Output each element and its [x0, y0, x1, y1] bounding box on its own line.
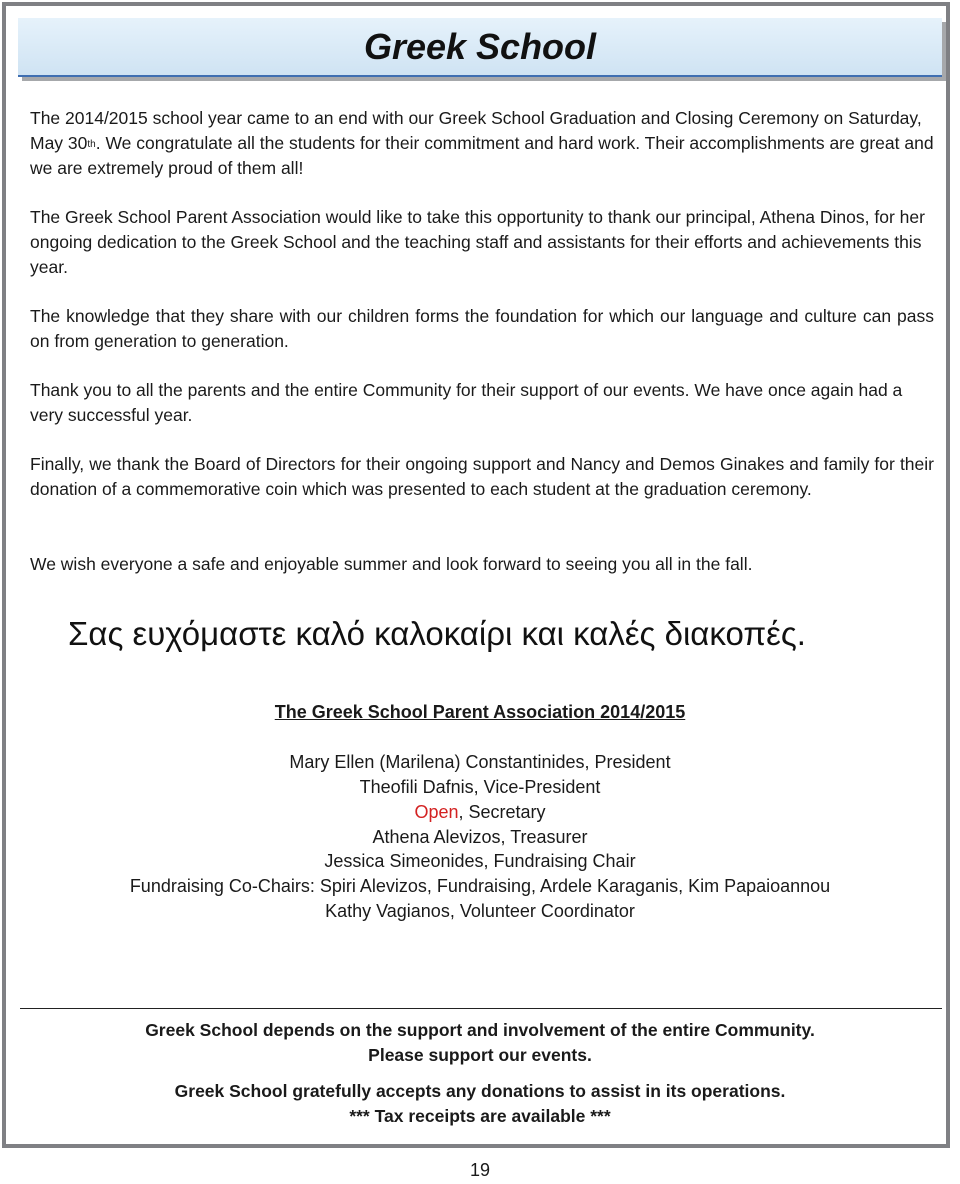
tax-receipts-note: *** Tax receipts are available ***	[349, 1106, 611, 1126]
summer-wish-paragraph: We wish everyone a safe and enjoyable summer and look forward to seeing you all in the fall.	[30, 554, 753, 574]
thanks-parents-paragraph: Thank you to all the parents and the entire Community for their support of our events. We have once again had a very successful year.	[30, 380, 903, 425]
support-note: Greek School depends on the support and involvement of the entire Community.	[145, 1020, 815, 1040]
page-title: Greek School	[363, 26, 597, 67]
member-fundraising-cochairs: Fundraising Co-Chairs: Spiri Alevizos, Fundraising, Ardele Karaganis, Kim Papaioannou	[129, 876, 831, 896]
divider	[20, 1008, 942, 1009]
thanks-principal-paragraph: The Greek School Parent Association would like to take this opportunity to thank our principal, Athena Dinos, for her ongoing dedication to the Greek School and the teaching staff and assistants for their efforts and achievements this year.	[30, 207, 925, 277]
member-treasurer: Athena Alevizos, Treasurer	[372, 827, 588, 847]
member-secretary: Open, Secretary	[414, 802, 546, 822]
greek-greeting: Σας ευχόμαστε καλό καλοκαίρι και καλές διακοπές.	[68, 615, 806, 652]
member-fundraising-chair: Jessica Simeonides, Fundraising Chair	[324, 851, 636, 871]
donations-note: Greek School gratefully accepts any donations to assist in its operations.	[174, 1081, 786, 1101]
support-events-note: Please support our events.	[368, 1045, 592, 1065]
knowledge-paragraph: The knowledge that they share with our children forms the foundation for which our language and culture can pass on from generation to generation.	[30, 306, 934, 351]
member-president: Mary Ellen (Marilena) Constantinides, President	[289, 752, 671, 772]
secretary-open-label: Open	[414, 802, 459, 822]
board-thanks-paragraph: Finally, we thank the Board of Directors for their ongoing support and Nancy and Demos Ginakes and family for their donation of a commemorative coin which was presented to each student at the graduation ceremony.	[30, 454, 934, 499]
ordinal-suffix: th	[87, 139, 96, 150]
association-title: The Greek School Parent Association 2014/2015	[274, 702, 686, 722]
page-number: 19	[469, 1160, 491, 1180]
title-banner	[18, 18, 942, 77]
member-volunteer-coordinator: Kathy Vagianos, Volunteer Coordinator	[325, 901, 635, 921]
member-vice-president: Theofili Dafnis, Vice-President	[359, 777, 601, 797]
intro-paragraph: The 2014/2015 school year came to an end with our Greek School Graduation and Closing Ceremony on Saturday, May 30th. We congratulate all the students for their commitment and hard work. Their accomplishments are great and we are extremely proud of them all!	[30, 108, 934, 178]
